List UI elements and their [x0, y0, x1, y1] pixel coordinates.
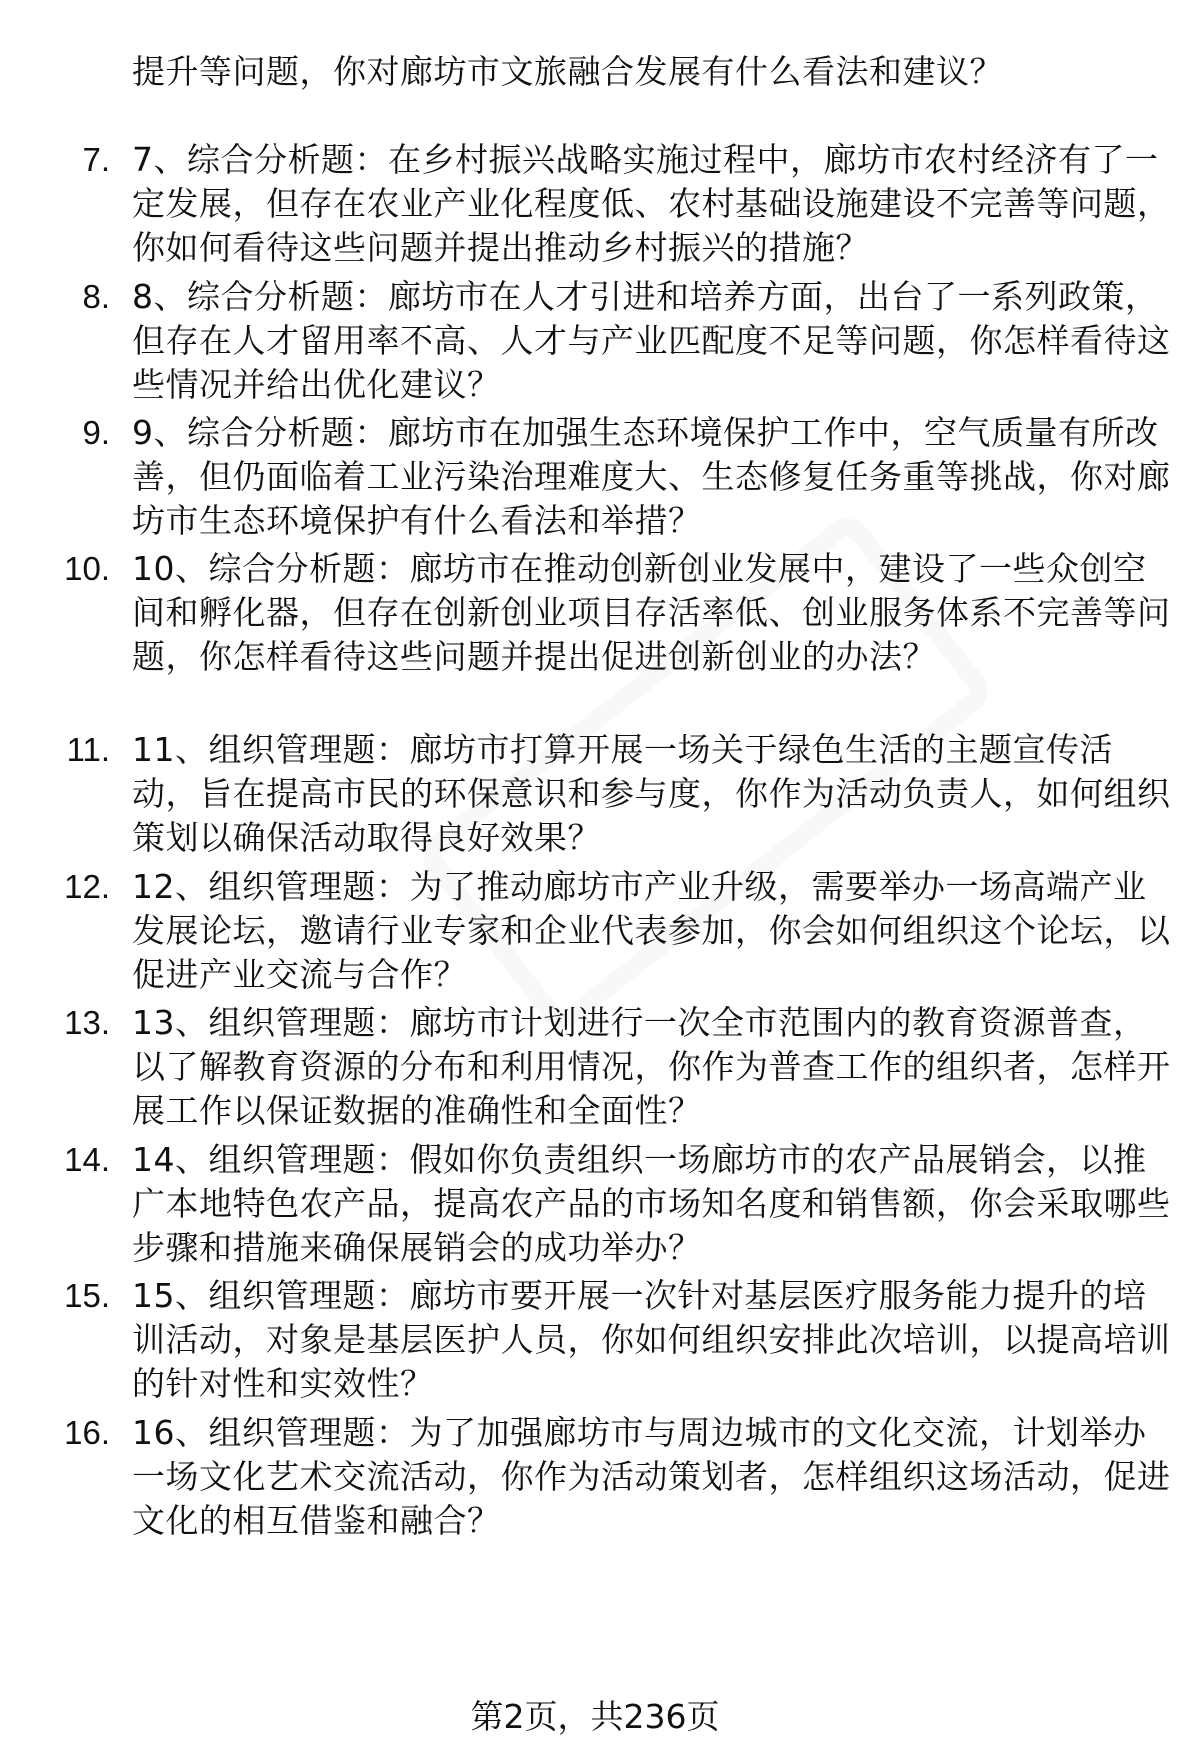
continued-question-text: 提升等问题，你对廊坊市文旅融合发展有什么看法和建议？: [132, 52, 1003, 91]
question-text: 8、综合分析题：廊坊市在人才引进和培养方面，出台了一系列政策，但存在人才留用率不高、人才与产业匹配度不足等问题，你怎样看待这些情况并给出优化建议？: [132, 277, 1171, 404]
question-text: 13、组织管理题：廊坊市计划进行一次全市范围内的教育资源普查，以了解教育资源的分布和利用情况，你作为普查工作的组织者，怎样开展工作以保证数据的准确性和全面性？: [132, 1003, 1171, 1130]
page-number-footer: 第2页，共236页: [470, 1697, 720, 1736]
question-number: 8.: [82, 278, 110, 315]
question-text: 14、组织管理题：假如你负责组织一场廊坊市的农产品展销会，以推广本地特色农产品，提高农产品的市场知名度和销售额，你会采取哪些步骤和措施来确保展销会的成功举办？: [132, 1140, 1171, 1267]
question-text: 7、综合分析题：在乡村振兴战略实施过程中，廊坊市农村经济有了一定发展，但存在农业产业化程度低、农村基础设施建设不完善等问题，你如何看待这些问题并提出推动乡村振兴的措施？: [132, 140, 1171, 267]
question-number: 9.: [82, 414, 110, 451]
question-number: 14.: [64, 1141, 110, 1178]
question-text: 9、综合分析题：廊坊市在加强生态环境保护工作中，空气质量有所改善，但仍面临着工业污染治理难度大、生态修复任务重等挑战，你对廊坊市生态环境保护有什么看法和举措？: [132, 413, 1171, 540]
question-number: 7.: [82, 141, 110, 178]
question-number: 13.: [64, 1004, 110, 1041]
question-text: 10、综合分析题：廊坊市在推动创新创业发展中，建设了一些众创空间和孵化器，但存在创新创业项目存活率低、创业服务体系不完善等问题，你怎样看待这些问题并提出促进创新创业的办法？: [132, 549, 1171, 676]
question-text: 16、组织管理题：为了加强廊坊市与周边城市的文化交流，计划举办一场文化艺术交流活动，你作为活动策划者，怎样组织这场活动，促进文化的相互借鉴和融合？: [132, 1413, 1171, 1540]
question-text: 11、组织管理题：廊坊市打算开展一场关于绿色生活的主题宣传活动，旨在提高市民的环保意识和参与度，你作为活动负责人，如何组织策划以确保活动取得良好效果？: [132, 730, 1171, 857]
question-number: 11.: [66, 731, 110, 768]
question-text: 15、组织管理题：廊坊市要开展一次针对基层医疗服务能力提升的培训活动，对象是基层医护人员，你如何组织安排此次培训，以提高培训的针对性和实效性？: [132, 1276, 1171, 1403]
question-number: 16.: [64, 1414, 110, 1451]
question-number: 12.: [64, 868, 110, 905]
question-number: 15.: [64, 1277, 110, 1314]
question-number: 10.: [64, 550, 110, 587]
question-text: 12、组织管理题：为了推动廊坊市产业升级，需要举办一场高端产业发展论坛，邀请行业专家和企业代表参加，你会如何组织这个论坛，以促进产业交流与合作？: [132, 867, 1171, 994]
